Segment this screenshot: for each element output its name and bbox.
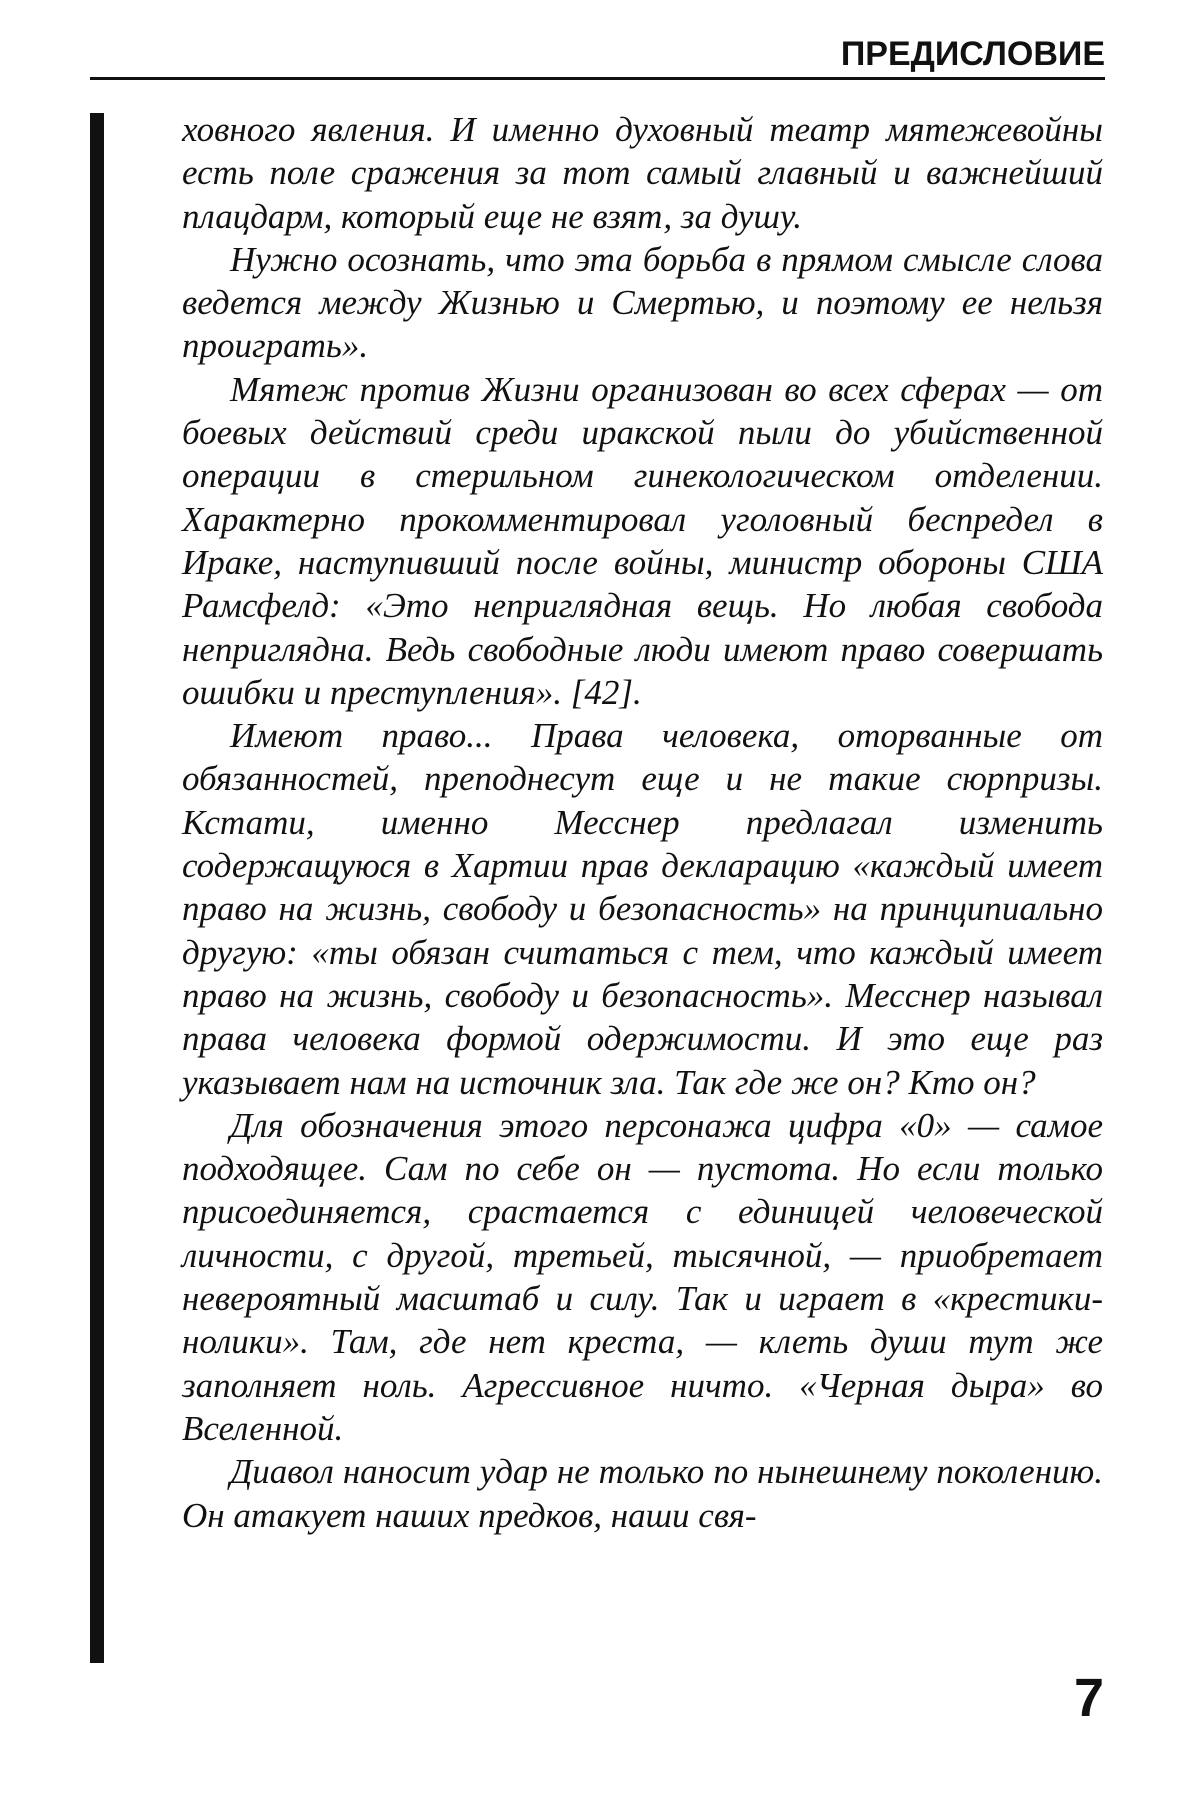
paragraph: Диавол наносит удар не только по нынешнему поколению. Он атакует наших предков, наши свя- (182, 1452, 1103, 1535)
header-rule (90, 77, 1105, 80)
running-header: ПРЕДИСЛОВИЕ (840, 35, 1105, 73)
paragraph: Мятеж против Жизни организован во всех сферах — от боевых действий среди иракской пыли до убийственной операции в стерильном гинекологическом отделении. Характерно прокомментировал уголовный беспредел в Ираке, наступивший после войны, министр обороны США Рамсфелд: «Это неприглядная вещь. Но любая свобода неприглядна. Ведь свободные люди имеют право совершать ошибки и преступления». [42]. (182, 369, 1103, 712)
paragraph: Нужно осознать, что эта борьба в прямом смысле слова ведется между Жизнью и Смертью, и поэтому ее нельзя проиграть». (182, 239, 1103, 366)
page-number: 7 (1073, 1668, 1104, 1728)
side-bar-marker (90, 113, 104, 1663)
paragraph: Имеют право... Права человека, оторванные от обязанностей, преподнесут еще и не такие сюрпризы. Кстати, именно Месснер предлагал изменить содержащуюся в Хартии прав декларацию «каждый имеет право на жизнь, свободу и безопасность» на принципиально другую: «ты обязан считаться с тем, что каждый имеет право на жизнь, свободу и безопасность». Месснер называл права человека формой одержимости. И это еще раз указывает нам на источник зла. Так где же он? Кто он? (182, 716, 1103, 1102)
paragraph-continuation: ховного явления. И именно духовный театр мятежевойны есть поле сражения за тот самый главный и важнейший плацдарм, который еще не взят, за душу. (182, 110, 1103, 236)
body-text (182, 108, 1103, 1537)
paragraph: Для обозначения этого персонажа цифра «0» — самое подходящее. Сам по себе он — пустота. Но если только присоединяется, срастается с единицей человеческой личности, с другой, третьей, тысячной, — приобретает невероятный масштаб и силу. Так и играет в «крестики-нолики». Там, где нет креста, — клеть души тут же заполняет ноль. Агрессивное ничто. «Черная дыра» во Вселенной. (182, 1105, 1103, 1448)
